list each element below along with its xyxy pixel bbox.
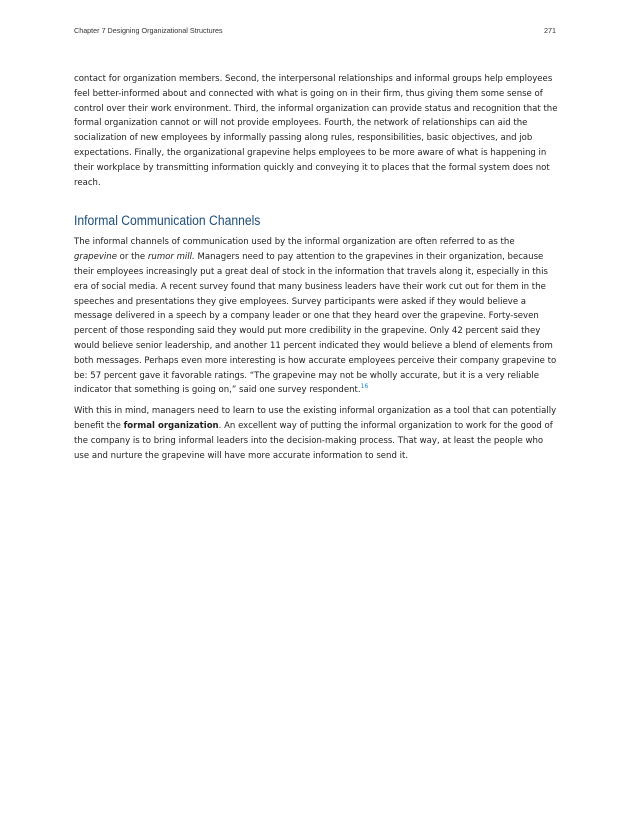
running-header	[74, 26, 556, 35]
page-number: 271	[544, 26, 556, 35]
footnote-link[interactable]: 16	[360, 383, 369, 391]
paragraph-2	[74, 235, 558, 398]
paragraph-2-text-c: Managers need to pay attention to the grapevines in their organization, because their employees increasingly put a great deal of stock in the information that travels along it, especially in this era of social media. A recent survey found that many business leaders have their work cut out for them in the speeches and presentations they give employees. Survey participants were asked if they would believe a message delivered in a speech by a company leader or one that they heard over the grapevine. Forty-seven percent of those responding said they would put more credibility in the grapevine. Only 42 percent said they would believe senior leadership, and another 11 percent indicated they would believe a blend of elements from both messages. Perhaps even more interesting is how accurate employees perceive their company grapevine to be: 57 percent gave it favorable ratings. “The grapevine may not be wholly accurate, but it is a very reliable indicator that something is going on,” said one survey respondent.	[74, 252, 557, 396]
paragraph-2-text-b: or the	[116, 252, 148, 263]
section-heading: Informal Communication Channels	[74, 213, 261, 229]
paragraph-1: contact for organization members. Second, the interpersonal relationships and informal groups help employees feel better-informed about and connected with what is going on in their firm, thus giving them some sense of control over their work environment. Third, the informal organization can provide status and recognition that the formal organization cannot or will not provide employees. Fourth, the network of relationships can aid the socialization of new employees by informally passing along rules, responsibilities, basic objectives, and job expectations. Finally, the organizational grapevine helps employees to be more aware of what is happening in their workplace by transmitting information quickly and conveying it to places that the formal system does not reach.	[74, 74, 558, 188]
paragraph-3-text-a: With this in mind, managers need to learn to use the existing informal organization as a tool that can potentially benefit the	[74, 406, 557, 431]
paragraph-3-text-b: . An excellent way of putting the informal organization to work for the good of the company is to bring informal leaders into the decision-making process. That way, at least the people who use and nurture the grapevine will have more accurate information to send it.	[74, 420, 553, 461]
term-formal-organization: formal organization	[123, 420, 219, 431]
paragraph-3	[74, 404, 558, 463]
paragraph-2-text-a: The informal channels of communication used by the informal organization are often referred to as the	[74, 237, 515, 248]
chapter-title: Chapter 7 Designing Organizational Structures	[74, 26, 223, 35]
body-text	[74, 72, 558, 463]
term-rumor-mill: rumor mill.	[147, 252, 195, 263]
term-grapevine: grapevine	[74, 252, 117, 263]
